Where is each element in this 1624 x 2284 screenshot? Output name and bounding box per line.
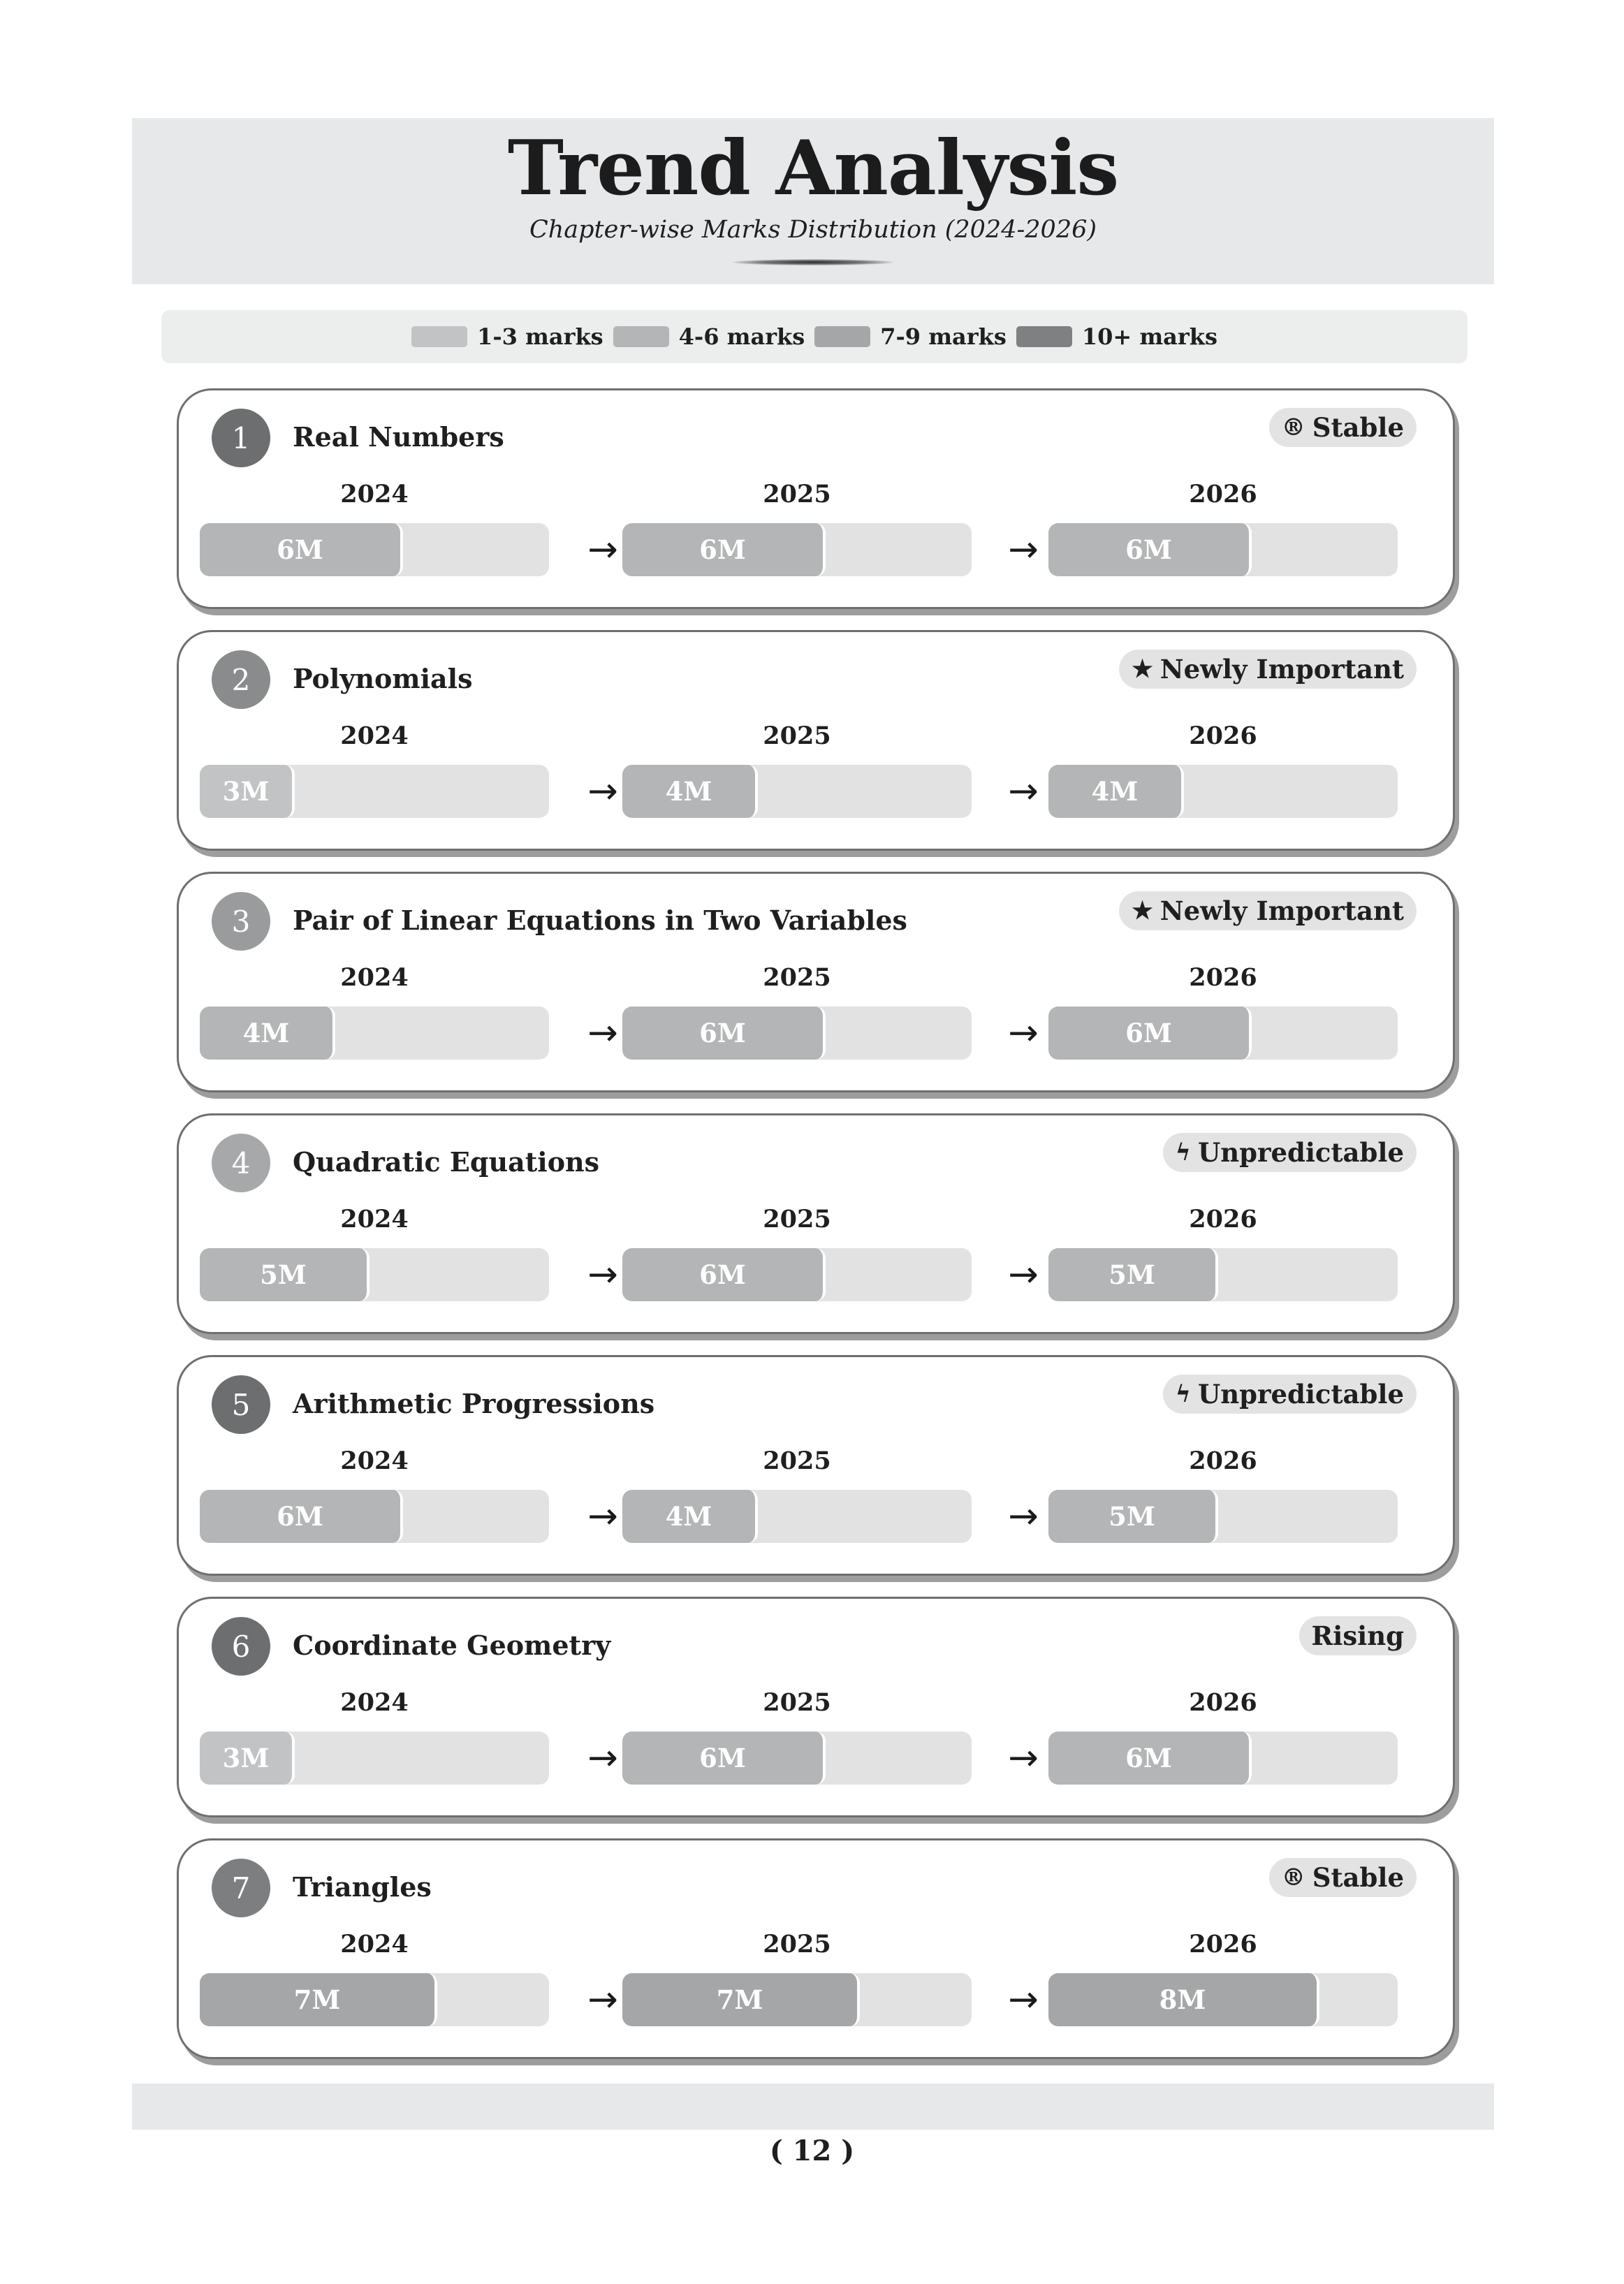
marks-fill: 3M bbox=[200, 1732, 295, 1785]
year-label: 2024 bbox=[340, 963, 409, 992]
marks-bar bbox=[622, 1732, 972, 1785]
chapter-card bbox=[177, 872, 1455, 1092]
marks-fill: 6M bbox=[1048, 1732, 1252, 1785]
legend-swatch bbox=[411, 326, 467, 347]
marks-bar bbox=[622, 1490, 972, 1543]
legend-swatch bbox=[1016, 326, 1072, 347]
marks-fill: 6M bbox=[200, 1490, 403, 1543]
marks-bar bbox=[200, 1248, 549, 1301]
marks-fill: 4M bbox=[622, 765, 758, 818]
status-badge bbox=[1269, 408, 1417, 447]
marks-bar bbox=[1048, 765, 1398, 818]
marks-bar bbox=[622, 765, 972, 818]
marks-bar bbox=[200, 1732, 549, 1785]
marks-fill: 8M bbox=[1048, 1973, 1319, 2026]
arrow-right-icon: → bbox=[1008, 1254, 1039, 1296]
marks-bar bbox=[200, 765, 549, 818]
marks-fill: 4M bbox=[1048, 765, 1184, 818]
year-label: 2025 bbox=[763, 1930, 831, 1959]
chapter-name: Quadratic Equations bbox=[293, 1146, 600, 1178]
arrow-right-icon: → bbox=[1008, 1737, 1039, 1779]
footer-band bbox=[132, 2084, 1494, 2130]
arrow-right-icon: → bbox=[587, 1979, 618, 2021]
year-label: 2025 bbox=[763, 963, 831, 992]
marks-fill: 5M bbox=[1048, 1490, 1218, 1543]
legend-label: 1-3 marks bbox=[477, 323, 603, 350]
marks-bar bbox=[1048, 523, 1398, 576]
marks-bar bbox=[200, 523, 549, 576]
marks-bar bbox=[1048, 1973, 1398, 2026]
status-badge bbox=[1163, 1375, 1417, 1414]
chapter-number: 7 bbox=[212, 1859, 270, 1917]
star-icon: ★ bbox=[1132, 655, 1153, 683]
status-label: Stable bbox=[1312, 1862, 1404, 1893]
chapter-name: Coordinate Geometry bbox=[293, 1630, 611, 1661]
year-label: 2025 bbox=[763, 1447, 831, 1475]
marks-fill: 4M bbox=[622, 1490, 758, 1543]
marks-bar bbox=[622, 1248, 972, 1301]
chapter-number: 3 bbox=[212, 892, 270, 951]
marks-fill: 4M bbox=[200, 1006, 335, 1060]
marks-fill: 7M bbox=[200, 1973, 437, 2026]
year-label: 2024 bbox=[340, 1930, 409, 1959]
legend-item bbox=[613, 323, 805, 350]
arrow-right-icon: → bbox=[1008, 529, 1039, 571]
lightning-icon: ϟ bbox=[1175, 1380, 1191, 1408]
chapter-card bbox=[177, 630, 1455, 851]
year-label: 2026 bbox=[1189, 480, 1257, 508]
arrow-right-icon: → bbox=[587, 1737, 618, 1779]
marks-fill: 6M bbox=[200, 523, 403, 576]
year-label: 2024 bbox=[340, 1688, 409, 1717]
status-badge bbox=[1119, 650, 1417, 689]
header bbox=[132, 118, 1494, 284]
chapter-name: Pair of Linear Equations in Two Variables bbox=[293, 905, 907, 936]
chapter-cards bbox=[177, 388, 1455, 2080]
marks-fill: 6M bbox=[1048, 1006, 1252, 1060]
year-label: 2026 bbox=[1189, 722, 1257, 750]
status-label: Stable bbox=[1312, 412, 1404, 443]
year-label: 2026 bbox=[1189, 1930, 1257, 1959]
title-divider bbox=[733, 259, 893, 265]
marks-bar bbox=[622, 1006, 972, 1060]
marks-fill: 6M bbox=[622, 1248, 826, 1301]
chapter-card bbox=[177, 1113, 1455, 1334]
chapter-name: Arithmetic Progressions bbox=[293, 1388, 655, 1419]
chapter-number: 2 bbox=[212, 650, 270, 709]
year-label: 2026 bbox=[1189, 1205, 1257, 1233]
chapter-card bbox=[177, 1597, 1455, 1817]
year-label: 2024 bbox=[340, 722, 409, 750]
arrow-right-icon: → bbox=[1008, 1012, 1039, 1054]
status-label: Newly Important bbox=[1160, 895, 1404, 926]
arrow-right-icon: → bbox=[587, 1254, 618, 1296]
marks-bar bbox=[622, 1973, 972, 2026]
arrow-right-icon: → bbox=[587, 770, 618, 812]
legend-swatch bbox=[814, 326, 870, 347]
status-badge bbox=[1299, 1616, 1417, 1655]
status-label: Unpredictable bbox=[1197, 1379, 1404, 1410]
chapter-name: Polynomials bbox=[293, 663, 473, 694]
year-label: 2026 bbox=[1189, 1688, 1257, 1717]
marks-bar bbox=[200, 1490, 549, 1543]
year-label: 2024 bbox=[340, 480, 409, 508]
chapter-name: Triangles bbox=[293, 1871, 432, 1903]
status-badge bbox=[1119, 891, 1417, 930]
year-label: 2025 bbox=[763, 1205, 831, 1233]
legend-label: 10+ marks bbox=[1081, 323, 1217, 350]
marks-fill: 6M bbox=[1048, 523, 1252, 576]
page-subtitle: Chapter-wise Marks Distribution (2024-2026) bbox=[529, 215, 1097, 244]
legend-label: 4-6 marks bbox=[678, 323, 805, 350]
marks-fill: 7M bbox=[622, 1973, 860, 2026]
registered-icon: ® bbox=[1281, 413, 1305, 441]
marks-bar bbox=[200, 1006, 549, 1060]
lightning-icon: ϟ bbox=[1175, 1139, 1191, 1166]
page-title: Trend Analysis bbox=[507, 124, 1119, 212]
marks-fill: 6M bbox=[622, 523, 826, 576]
chapter-card bbox=[177, 1838, 1455, 2059]
marks-fill: 5M bbox=[200, 1248, 370, 1301]
year-label: 2026 bbox=[1189, 963, 1257, 992]
marks-fill: 6M bbox=[622, 1006, 826, 1060]
marks-bar bbox=[622, 523, 972, 576]
marks-fill: 6M bbox=[622, 1732, 826, 1785]
chapter-name: Real Numbers bbox=[293, 421, 504, 453]
status-badge bbox=[1269, 1858, 1417, 1897]
chapter-number: 1 bbox=[212, 409, 270, 467]
star-icon: ★ bbox=[1132, 897, 1153, 925]
legend-swatch bbox=[613, 326, 669, 347]
marks-bar bbox=[200, 1973, 549, 2026]
marks-fill: 5M bbox=[1048, 1248, 1218, 1301]
status-label: Rising bbox=[1311, 1620, 1404, 1651]
marks-bar bbox=[1048, 1732, 1398, 1785]
chapter-card bbox=[177, 1355, 1455, 1576]
legend-item bbox=[814, 323, 1007, 350]
marks-bar bbox=[1048, 1490, 1398, 1543]
chapter-number: 5 bbox=[212, 1375, 270, 1434]
year-label: 2024 bbox=[340, 1205, 409, 1233]
status-label: Newly Important bbox=[1160, 654, 1404, 685]
page-number: ( 12 ) bbox=[769, 2135, 855, 2167]
legend-item bbox=[1016, 323, 1217, 350]
arrow-right-icon: → bbox=[587, 1495, 618, 1537]
chapter-number: 6 bbox=[212, 1617, 270, 1676]
arrow-right-icon: → bbox=[1008, 1979, 1039, 2021]
year-label: 2026 bbox=[1189, 1447, 1257, 1475]
legend-item bbox=[411, 323, 603, 350]
marks-bar bbox=[1048, 1006, 1398, 1060]
legend bbox=[161, 310, 1468, 363]
registered-icon: ® bbox=[1281, 1864, 1305, 1891]
marks-fill: 3M bbox=[200, 765, 295, 818]
legend-label: 7-9 marks bbox=[880, 323, 1007, 350]
year-label: 2024 bbox=[340, 1447, 409, 1475]
chapter-number: 4 bbox=[212, 1134, 270, 1192]
status-label: Unpredictable bbox=[1197, 1137, 1404, 1168]
arrow-right-icon: → bbox=[1008, 770, 1039, 812]
arrow-right-icon: → bbox=[587, 529, 618, 571]
arrow-right-icon: → bbox=[587, 1012, 618, 1054]
year-label: 2025 bbox=[763, 1688, 831, 1717]
year-label: 2025 bbox=[763, 480, 831, 508]
marks-bar bbox=[1048, 1248, 1398, 1301]
status-badge bbox=[1163, 1133, 1417, 1172]
arrow-right-icon: → bbox=[1008, 1495, 1039, 1537]
year-label: 2025 bbox=[763, 722, 831, 750]
chapter-card bbox=[177, 388, 1455, 609]
